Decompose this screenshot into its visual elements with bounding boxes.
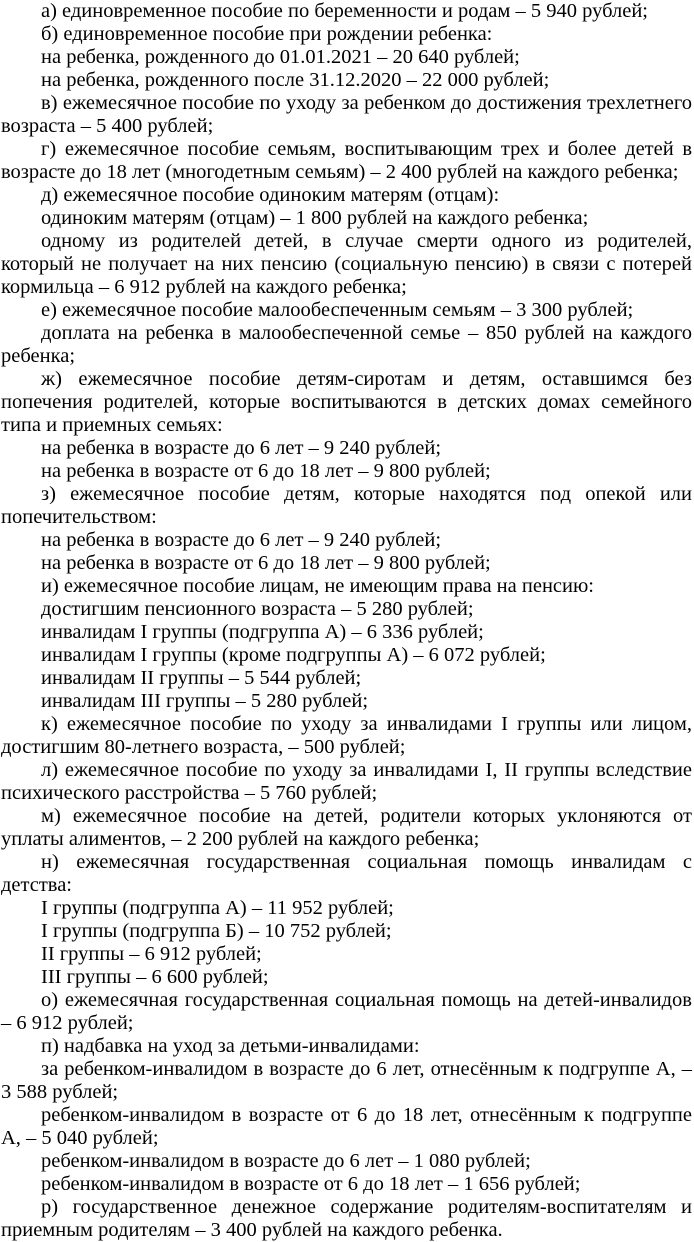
- doc-paragraph-item-v: в) ежемесячное пособие по уходу за ребенком до достижения трехлетнего возраста – 5 400 рублей;: [1, 92, 692, 137]
- doc-paragraph-item-k: к) ежемесячное пособие по уходу за инвалидами I группы или лицом, достигшим 80-летнего возраста, – 500 рублей;: [1, 713, 692, 758]
- doc-paragraph-subitem: одному из родителей детей, в случае смерти одного из родителей, который не получает на них пенсию (социальную пенсию) в связи с потерей кормильца – 6 912 рублей на каждого ребенка;: [1, 230, 692, 298]
- doc-paragraph-subitem: на ребенка в возрасте от 6 до 18 лет – 9 800 рублей;: [41, 552, 491, 574]
- doc-paragraph-subitem: на ребенка в возрасте до 6 лет – 9 240 рублей;: [41, 529, 442, 551]
- doc-paragraph-subitem: одиноким матерям (отцам) – 1 800 рублей на каждого ребенка;: [41, 207, 589, 229]
- doc-paragraph-subitem: на ребенка, рожденного после 31.12.2020 – 22 000 рублей;: [41, 69, 550, 91]
- doc-paragraph-item-o: о) ежемесячная государственная социальная помощь на детей-инвалидов – 6 912 рублей;: [1, 989, 692, 1034]
- doc-paragraph-subitem: достигшим пенсионного возраста – 5 280 рублей;: [41, 598, 474, 620]
- doc-paragraph-item-e: е) ежемесячное пособие малообеспеченным семьям – 3 300 рублей;: [41, 299, 634, 321]
- doc-paragraph-item-a: а) единовременное пособие по беременности и родам – 5 940 рублей;: [41, 0, 648, 22]
- doc-paragraph-item-g: г) ежемесячное пособие семьям, воспитывающим трех и более детей в возрасте до 18 лет (многодетным семьям) – 2 400 рублей на каждого ребенка;: [1, 138, 692, 183]
- doc-paragraph-subitem: ребенком-инвалидом в возрасте до 6 лет – 1 080 рублей;: [41, 1150, 531, 1172]
- doc-paragraph-item-l: л) ежемесячное пособие по уходу за инвалидами I, II группы вследствие психического расстройства – 5 760 рублей;: [1, 759, 692, 804]
- doc-paragraph-subitem: на ребенка в возрасте от 6 до 18 лет – 9 800 рублей;: [41, 460, 491, 482]
- doc-paragraph-subitem: I группы (подгруппа Б) – 10 752 рублей;: [41, 920, 392, 942]
- doc-paragraph-subitem: доплата на ребенка в малообеспеченной семье – 850 рублей на каждого ребенка;: [1, 322, 692, 367]
- doc-paragraph-subitem: II группы – 6 912 рублей;: [41, 943, 262, 965]
- doc-paragraph-item-d: д) ежемесячное пособие одиноким матерям (отцам):: [41, 184, 500, 206]
- doc-paragraph-subitem: инвалидам III группы – 5 280 рублей;: [41, 690, 369, 712]
- doc-paragraph-item-b: б) единовременное пособие при рождении ребенка:: [41, 23, 493, 45]
- doc-paragraph-subitem: на ребенка в возрасте до 6 лет – 9 240 рублей;: [41, 437, 442, 459]
- doc-paragraph-item-i: и) ежемесячное пособие лицам, не имеющим права на пенсию:: [41, 575, 594, 597]
- doc-paragraph-subitem: за ребенком-инвалидом в возрасте до 6 лет, отнесённым к подгруппе А, – 3 588 рублей;: [1, 1058, 692, 1103]
- doc-paragraph-item-z: з) ежемесячное пособие детям, которые находятся под опекой или попечительством:: [1, 483, 692, 528]
- doc-paragraph-subitem: на ребенка, рожденного до 01.01.2021 – 20 640 рублей;: [41, 46, 520, 68]
- doc-paragraph-subitem: ребенком-инвалидом в возрасте от 6 до 18 лет, отнесённым к подгруппе А, – 5 040 рублей;: [1, 1104, 692, 1149]
- doc-paragraph-item-zh: ж) ежемесячное пособие детям-сиротам и детям, оставшимся без попечения родителей, которые воспитываются в детских домах семейного типа и приемных семьях:: [1, 368, 692, 436]
- doc-paragraph-item-p: п) надбавка на уход за детьми-инвалидами:: [41, 1035, 420, 1057]
- doc-paragraph-subitem: III группы – 6 600 рублей;: [41, 966, 269, 988]
- doc-paragraph-subitem: инвалидам I группы (подгруппа А) – 6 336 рублей;: [41, 621, 484, 643]
- doc-paragraph-subitem: инвалидам II группы – 5 544 рублей;: [41, 667, 362, 689]
- doc-paragraph-subitem: ребенком-инвалидом в возрасте от 6 до 18 лет – 1 656 рублей;: [41, 1173, 581, 1195]
- doc-paragraph-subitem: I группы (подгруппа А) – 11 952 рублей;: [41, 897, 394, 919]
- doc-paragraph-item-r: р) государственное денежное содержание родителям-воспитателям и приемным родителям – 3 400 рублей на каждого ребенка.: [1, 1196, 692, 1241]
- doc-paragraph-item-n: н) ежемесячная государственная социальная помощь инвалидам с детства:: [1, 851, 692, 896]
- doc-paragraph-item-m: м) ежемесячное пособие на детей, родители которых уклоняются от уплаты алиментов, – 2 200 рублей на каждого ребенка;: [1, 805, 692, 850]
- doc-paragraph-subitem: инвалидам I группы (кроме подгруппы А) – 6 072 рублей;: [41, 644, 546, 666]
